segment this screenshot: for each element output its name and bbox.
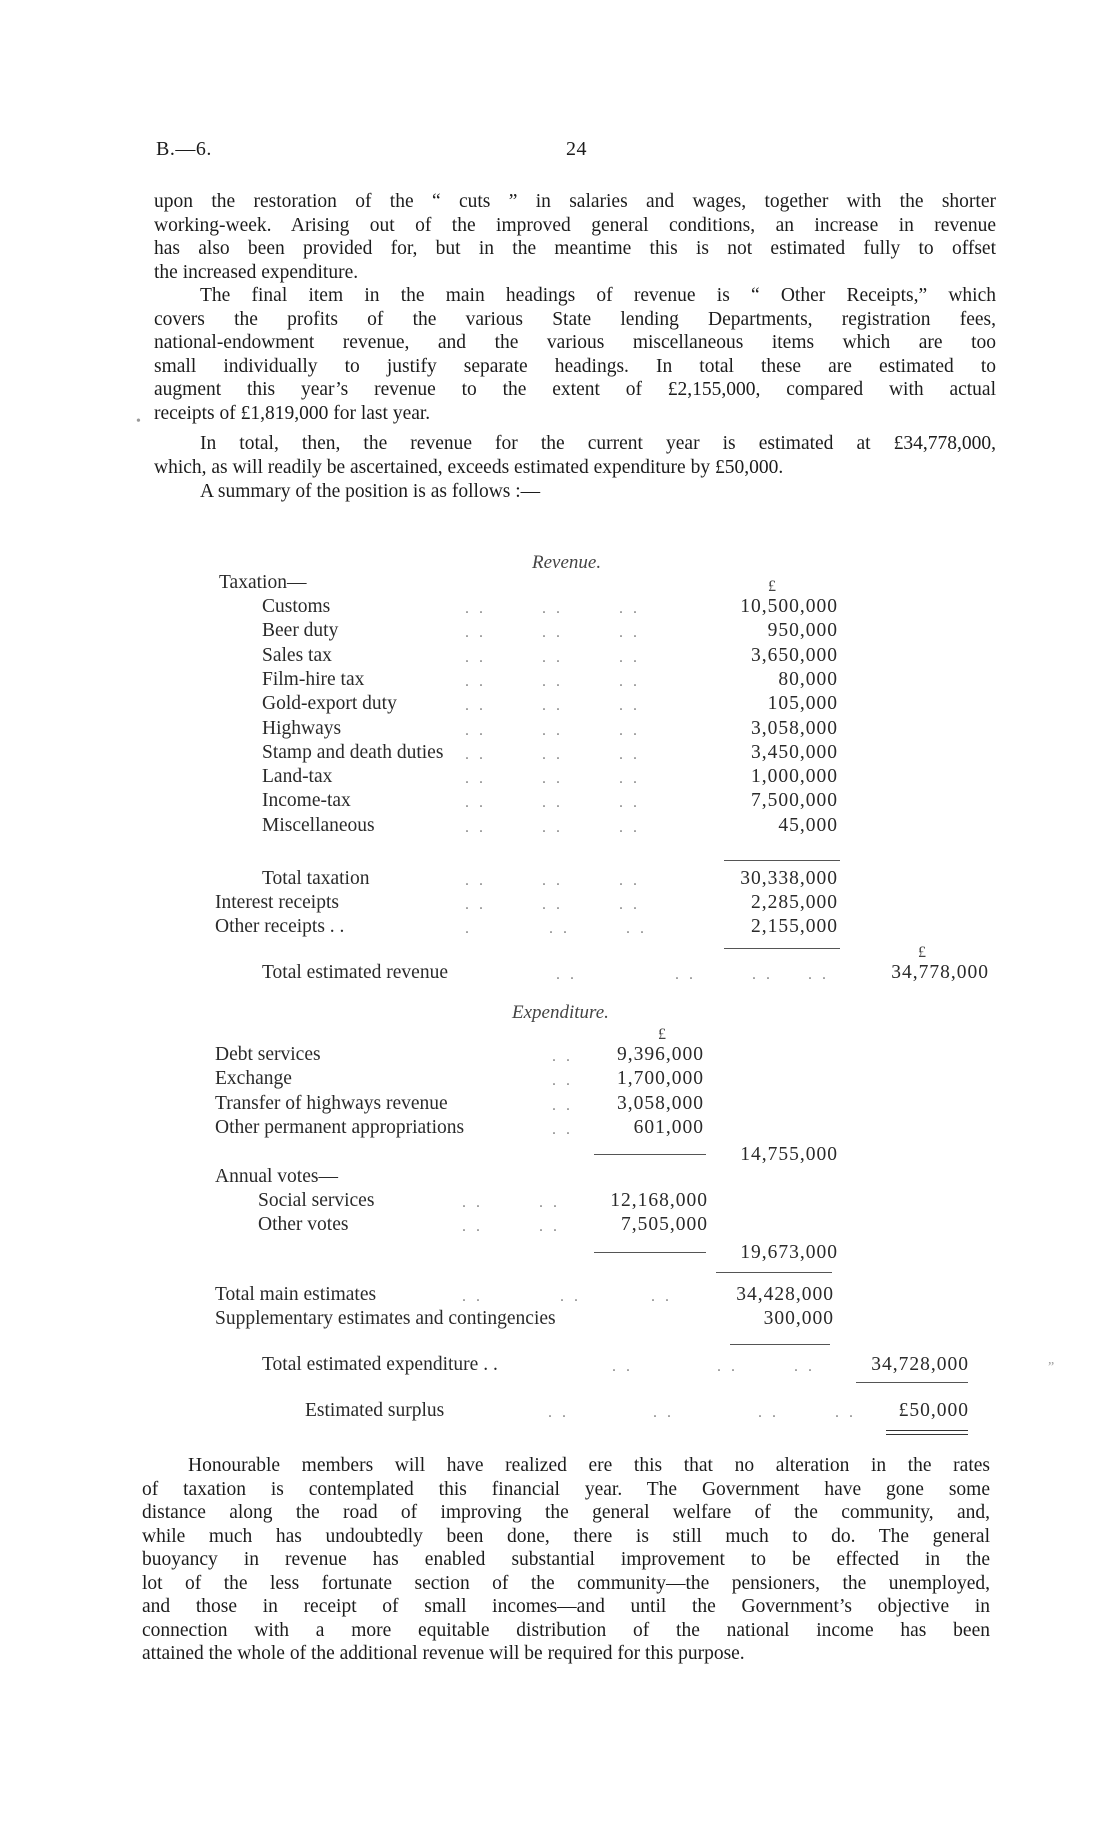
total-expenditure-value: 34,728,000 <box>871 1354 969 1375</box>
interest-receipts-label: Interest receipts <box>215 892 339 913</box>
paragraph-line: national-endowment revenue, and the various miscellaneous items which are too <box>154 332 996 353</box>
leader-dots: . . . . . . <box>612 1358 815 1375</box>
vote-item-label: Social services <box>258 1190 375 1211</box>
revenue-item-label: Land-tax <box>262 766 333 787</box>
revenue-item-value: 105,000 <box>767 693 838 714</box>
expenditure-rule <box>856 1382 968 1383</box>
votes-rule <box>594 1252 706 1253</box>
expenditure-item-value: 601,000 <box>633 1117 704 1138</box>
paragraph-line: receipts of £1,819,000 for last year. <box>154 402 431 424</box>
revenue-item-value: 45,000 <box>778 815 838 836</box>
leader-dots: . . . . <box>462 1218 560 1235</box>
revenue-item-label: Miscellaneous <box>262 815 375 836</box>
intro-line: the increased expenditure. <box>154 261 359 283</box>
paragraph-line: In total, then, the revenue for the current year is estimated at £34,778,000, <box>200 433 996 454</box>
total-main-estimates-value: 34,428,000 <box>736 1284 834 1305</box>
vote-item-value: 7,505,000 <box>621 1214 708 1235</box>
paragraph-line: of taxation is contemplated this financial year. The Government have gone some <box>142 1478 990 1500</box>
paragraph-line: lot of the less fortunate section of the community—the pensioners, the unemployed, <box>142 1572 990 1594</box>
revenue-item-label: Income-tax <box>262 790 351 811</box>
paragraph-line: which, as will readily be ascertained, exceeds estimated expenditure by £50,000. <box>154 456 784 478</box>
leader-dots: . . . . . . <box>465 896 640 913</box>
revenue-item-value: 3,450,000 <box>751 742 838 763</box>
closing-paragraph <box>142 1454 990 1666</box>
document-reference: B.—6. <box>156 138 212 160</box>
permanent-subtotal: 14,755,000 <box>740 1144 838 1165</box>
revenue-item-label: Sales tax <box>262 645 332 666</box>
estimated-surplus-label: Estimated surplus <box>305 1400 445 1421</box>
paragraph-line: A summary of the position is as follows :— <box>200 481 541 502</box>
leader-dots: . . . . . . <box>462 1288 672 1305</box>
paragraph-line: connection with a more equitable distribution of the national income has been <box>142 1619 990 1641</box>
taxation-rule <box>724 860 840 861</box>
leader-dots: . . <box>552 1072 573 1089</box>
revenue-item-value: 80,000 <box>778 669 838 690</box>
permanent-rule <box>594 1154 706 1155</box>
paragraph-line: buoyancy in revenue has enabled substantial improvement to be effected in the <box>142 1549 990 1570</box>
supplementary-rule <box>730 1344 830 1345</box>
leader-dots: . . . . . . <box>465 794 640 811</box>
surplus-double-rule <box>886 1430 968 1435</box>
revenue-rule <box>724 948 840 949</box>
revenue-item-value: 7,500,000 <box>751 790 838 811</box>
paragraph-line: while much has undoubtedly been done, there is still much to do. The general <box>142 1525 990 1547</box>
vote-item-label: Other votes <box>258 1214 349 1235</box>
revenue-item-label: Beer duty <box>262 620 339 641</box>
revenue-item-value: 950,000 <box>767 620 838 641</box>
estimated-surplus-value: £50,000 <box>898 1400 969 1421</box>
revenue-item-value: 1,000,000 <box>751 766 838 787</box>
leader-dots: . . . . . <box>465 920 647 937</box>
leader-dots: . . . . . . . . <box>556 966 829 983</box>
revenue-item-label: Customs <box>262 596 331 617</box>
leader-dots: . . . . . . <box>465 722 640 739</box>
paragraph-line: distance along the road of improving the general welfare of the community, and, <box>142 1502 990 1523</box>
other-receipts-label: Other receipts . . <box>215 916 345 937</box>
expenditure-item-label: Transfer of highways revenue <box>215 1093 448 1114</box>
total-revenue-currency: £ <box>918 944 926 961</box>
leader-dots: . . . . . . <box>465 819 640 836</box>
intro-line: has also been provided for, but in the meantime this is not estimated fully to offset <box>154 238 996 259</box>
paragraph-line: and those in receipt of small incomes—and until the Government’s objective in <box>142 1596 990 1617</box>
intro-line: upon the restoration of the “ cuts ” in salaries and wages, together with the shorter <box>154 191 996 212</box>
votes-subtotal: 19,673,000 <box>740 1242 838 1263</box>
vote-item-value: 12,168,000 <box>610 1190 708 1211</box>
expenditure-item-value: 1,700,000 <box>617 1068 704 1089</box>
revenue-item-label: Stamp and death duties <box>262 742 444 763</box>
expenditure-item-value: 9,396,000 <box>617 1044 704 1065</box>
interest-receipts-value: 2,285,000 <box>751 892 838 913</box>
paragraph-line: small individually to justify separate headings. In total these are estimated to <box>154 355 996 377</box>
taxation-heading: Taxation— <box>219 572 307 593</box>
leader-dots: . . . . . . <box>465 624 640 641</box>
paragraph-line: attained the whole of the additional revenue will be required for this purpose. <box>142 1643 745 1664</box>
other-receipts-paragraph <box>154 284 996 425</box>
leader-dots: . . <box>552 1048 573 1065</box>
total-expenditure-label: Total estimated expenditure . . <box>262 1354 498 1375</box>
revenue-item-label: Highways <box>262 718 342 739</box>
expenditure-item-label: Debt services <box>215 1044 321 1065</box>
paragraph-line: The final item in the main headings of revenue is “ Other Receipts,” which <box>200 285 996 306</box>
revenue-item-value: 10,500,000 <box>740 596 838 617</box>
total-main-estimates-label: Total main estimates <box>215 1284 377 1305</box>
total-revenue-value: 34,778,000 <box>891 962 989 983</box>
leader-dots: . . <box>552 1121 573 1138</box>
intro-line: working-week. Arising out of the improved general conditions, an increase in revenue <box>154 214 996 236</box>
leader-dots: . . . . . . <box>465 600 640 617</box>
margin-dot: • <box>136 414 141 429</box>
intro-paragraph <box>154 190 996 284</box>
total-revenue-label: Total estimated revenue <box>262 962 448 983</box>
leader-dots: . . . . . . <box>465 649 640 666</box>
total-taxation-value: 30,338,000 <box>740 868 838 889</box>
leader-dots: . . <box>552 1097 573 1114</box>
revenue-item-label: Gold-export duty <box>262 693 397 714</box>
revenue-item-value: 3,650,000 <box>751 645 838 666</box>
leader-dots: . . . . . . <box>465 872 640 889</box>
page-number: 24 <box>566 138 587 160</box>
total-taxation-label: Total taxation <box>262 868 370 889</box>
paragraph-line: Honourable members will have realized ere this that no alteration in the rates <box>188 1455 990 1476</box>
revenue-heading: Revenue. <box>532 552 602 573</box>
leader-dots: . . . . . . <box>465 770 640 787</box>
supplementary-value: 300,000 <box>763 1308 834 1329</box>
leader-dots: . . . . . . <box>465 673 640 690</box>
margin-mark: ” <box>1048 1360 1055 1375</box>
revenue-currency: £ <box>768 578 776 595</box>
annual-votes-heading: Annual votes— <box>215 1166 338 1187</box>
leader-dots: . . . . . . <box>465 697 640 714</box>
supplementary-label: Supplementary estimates and contingencies <box>215 1308 556 1329</box>
leader-dots: . . . . . . . . <box>548 1404 856 1421</box>
other-receipts-value: 2,155,000 <box>751 916 838 937</box>
main-rule <box>716 1272 832 1273</box>
paragraph-line: augment this year’s revenue to the extent of £2,155,000, compared with actual <box>154 379 996 400</box>
expenditure-item-label: Exchange <box>215 1068 292 1089</box>
revenue-item-label: Film-hire tax <box>262 669 365 690</box>
revenue-item-value: 3,058,000 <box>751 718 838 739</box>
expenditure-item-value: 3,058,000 <box>617 1093 704 1114</box>
leader-dots: . . . . . . <box>465 746 640 763</box>
summary-intro <box>154 480 996 504</box>
leader-dots: . . . . <box>462 1194 560 1211</box>
total-paragraph <box>154 432 996 479</box>
expenditure-item-label: Other permanent appropriations <box>215 1117 465 1138</box>
expenditure-heading: Expenditure. <box>512 1002 609 1023</box>
paragraph-line: covers the profits of the various State lending Departments, registration fees, <box>154 308 996 330</box>
expenditure-currency: £ <box>658 1026 666 1043</box>
